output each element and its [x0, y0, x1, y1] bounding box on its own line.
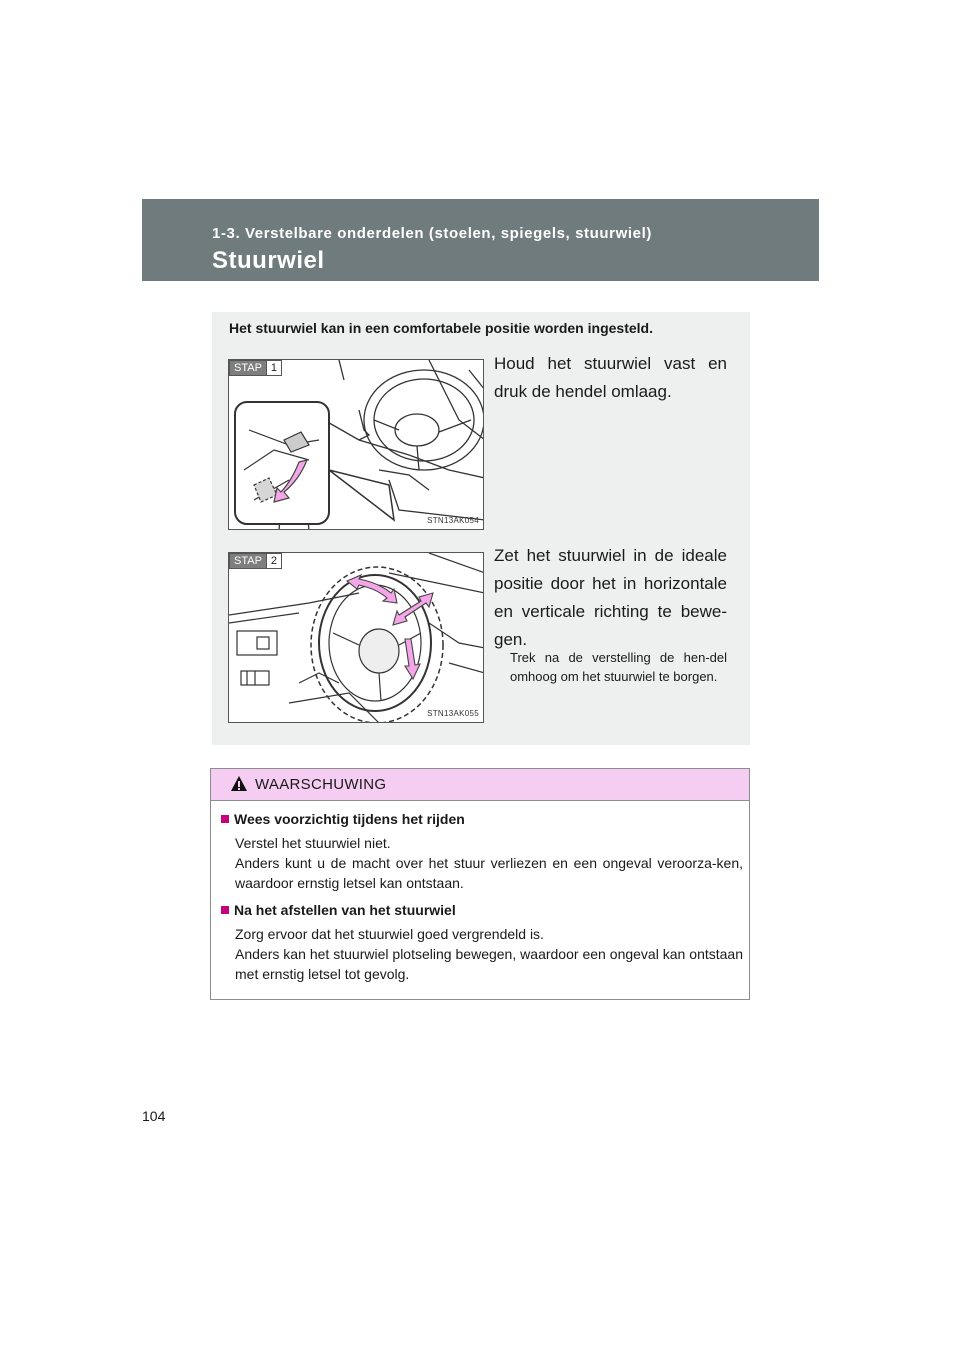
chapter-header	[142, 199, 819, 281]
section-title: 1-3. Verstelbare onderdelen (stoelen, spiegels, stuurwiel)	[212, 225, 652, 242]
warning-item-heading: Na het afstellen van het stuurwiel	[221, 902, 743, 918]
warning-item-line: Zorg ervoor dat het stuurwiel goed vergrendeld is.	[235, 926, 544, 942]
bullet-square-icon	[221, 906, 229, 914]
step-2-note: Trek na de verstelling de hen-del omhoog om het stuurwiel te borgen.	[510, 650, 727, 684]
warning-item-line: Anders kunt u de macht over het stuur verliezen en een ongeval veroorza-ken, waardoor ernstig letsel kan ontstaan.	[235, 855, 743, 891]
step-1-text: Houd het stuurwiel vast en druk de hendel omlaag.	[494, 354, 727, 401]
step-badge-number: 2	[266, 554, 281, 568]
figure-code: STN13AK055	[427, 709, 479, 718]
page-title: Stuurwiel	[212, 247, 325, 274]
warning-header	[211, 769, 749, 801]
step-2-figure	[228, 552, 484, 723]
step-2-text: Zet het stuurwiel in de ideale positie door het in horizontale en verticale richting te bewe-gen.	[494, 546, 727, 649]
steering-adjust-illustration	[229, 553, 484, 723]
bullet-square-icon	[221, 815, 229, 823]
step-1-badge	[229, 360, 282, 376]
page-number: 104	[142, 1108, 166, 1124]
warning-item-heading: Wees voorzichtig tijdens het rijden	[221, 811, 743, 827]
warning-item-line: Anders kan het stuurwiel plotseling bewegen, waardoor een ongeval kan ontstaan met ernstig letsel tot gevolg.	[235, 946, 743, 982]
warning-item-line: Verstel het stuurwiel niet.	[235, 835, 391, 851]
step-1-figure	[228, 359, 484, 530]
step-badge-label: STAP	[230, 361, 266, 375]
warning-item	[221, 902, 743, 984]
warning-box	[210, 768, 750, 1000]
step-badge-number: 1	[266, 361, 281, 375]
warning-triangle-icon	[230, 775, 248, 792]
figure-code: STN13AK054	[427, 516, 479, 525]
step-badge-label: STAP	[230, 554, 266, 568]
step-2-badge	[229, 553, 282, 569]
instruction-panel	[212, 312, 750, 745]
warning-item	[221, 811, 743, 893]
intro-text: Het stuurwiel kan in een comfortabele positie worden ingesteld.	[229, 320, 653, 336]
warning-title: WAARSCHUWING	[255, 776, 387, 793]
steering-lever-illustration	[229, 360, 484, 530]
